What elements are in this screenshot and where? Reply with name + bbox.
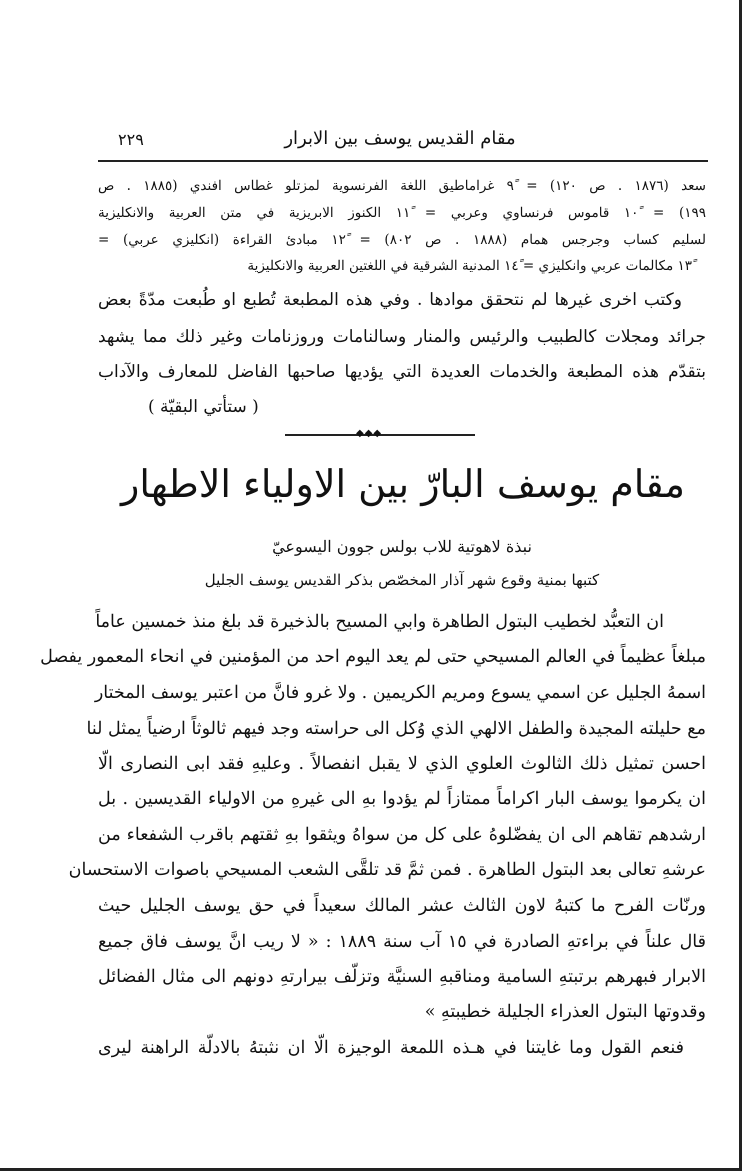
body-line: ارشدهم تقاهم الى ان يفضّلوهُ على كل من سواهُ ويثقوا بهِ ثقتهم باقرب الشفعاء من [98,825,706,845]
body-line: ورنّات الفرح ما كتبهُ لاون الثالث عشر المالك سعيداً في حق يوسف الجليل حيث [98,896,706,916]
footnote-line: سعد (١٨٧٦ . ص ١٢٠) = ٩ً غراماطيق اللغة الفرنسوية لمزتلو غطاس افندي (١٨٨٥ . ص [98,178,706,194]
body-line: اسمهُ الجليل عن اسمي يسوع ومريم الكريمين . ولا غرو فانَّ من اعتبر يوسف المختار [94,683,706,703]
body-line: ان يكرموا يوسف البار اكراماً ممتازاً لم يؤدوا بهِ الى غيرهِ من الاولياء القديسين . بل [98,789,706,809]
running-header-title: مقام القديس يوسف بين الابرار [284,128,516,149]
body-line: عرشهِ تعالى بعد البتول الطاهرة . فمن ثمَّ قد تلقَّى الشعب المسيحي باصوات الاستحسان [68,860,706,880]
body-line: مبلغاً عظيماً في العالم المسيحي حتى لم يعد اليوم احد من المؤمنين في انحاء المعمور يفصل [40,647,706,667]
footnote-line: ١٩٩) = ١٠ً قاموس فرنساوي وعربي = ١١ً الكنوز الابريزية في متن العربية والانكليزية [98,205,706,221]
body-line: الابرار فبهرهم برتبتهِ السامية ومناقبهِ السنيَّة وتزلّف بيرارتهِ دونهم الى مثال الفضائل [98,967,706,987]
header-rule [98,160,708,162]
footnote-line: ١٣ً مكالمات عربي وانكليزي = ١٤ً المدنية الشرقية في اللغتين العربية والانكليزية [247,258,692,274]
footnote-line: لسليم كساب وجرجس همام (١٨٨٨ . ص ٨٠٢) = ١٢ً مبادئ القراءة (انكليزي عربي) = [98,232,706,248]
body-line: قال علناً في براءتهِ الصادرة في ١٥ آب سنة ١٨٨٩ : « لا ريب انَّ يوسف فاق جميع [98,932,706,952]
article-dedication: كتبها بمنية وقوع شهر آذار المخصّص بذكر القديس يوسف الجليل [204,571,600,589]
body-line: مع حليلته المجيدة والطفل الالهي الذي وُكل الى حراسته وجد فيهم ثالوثاً ارضياً يمثل لنا [86,719,706,739]
to-be-continued: ( ستأتي البقيّة ) [148,397,259,417]
article-subtitle: نبذة لاهوتية للاب بولس جوون اليسوعيّ [272,537,532,556]
body-line: ان التعبُّد لخطيب البتول الطاهرة وابي المسيح بالذخيرة قد بلغ منذ خمسين عاماً [95,612,664,632]
body-line: وقدوتها البتول العذراء الجليلة خطيبتهِ » [424,1002,706,1022]
body-line: فنعم القول وما غايتنا في هـذه اللمعة الوجيزة الّا ان نثبتهُ بالادلّة الراهنة ليرى [98,1038,684,1058]
paragraph-line: بتقدّم هذه المطبعة والخدمات العديدة التي يؤديها صاحبها الفاضل للمعارف والآداب [98,362,706,382]
paragraph-line: وكتب اخرى غيرها لم نتحقق موادها . وفي هذه المطبعة تُطبع او طُبعت مدّةً بعض [98,290,682,310]
page-number: ٢٢٩ [118,130,144,149]
article-title: مقام يوسف البارّ بين الاولياء الاطهار [121,462,685,506]
body-line: احسن تمثيل ذلك الثالوث العلوي الذي لا يقبل انفصالاً . وعليهِ فقد ابى النصارى الّا [98,754,706,774]
divider-ornament: ◆◆◆ [356,428,383,439]
paragraph-line: جرائد ومجلات كالطبيب والرئيس والمنار وسالنامات وروزنامات وغير ذلك مما يشهد [98,327,706,347]
